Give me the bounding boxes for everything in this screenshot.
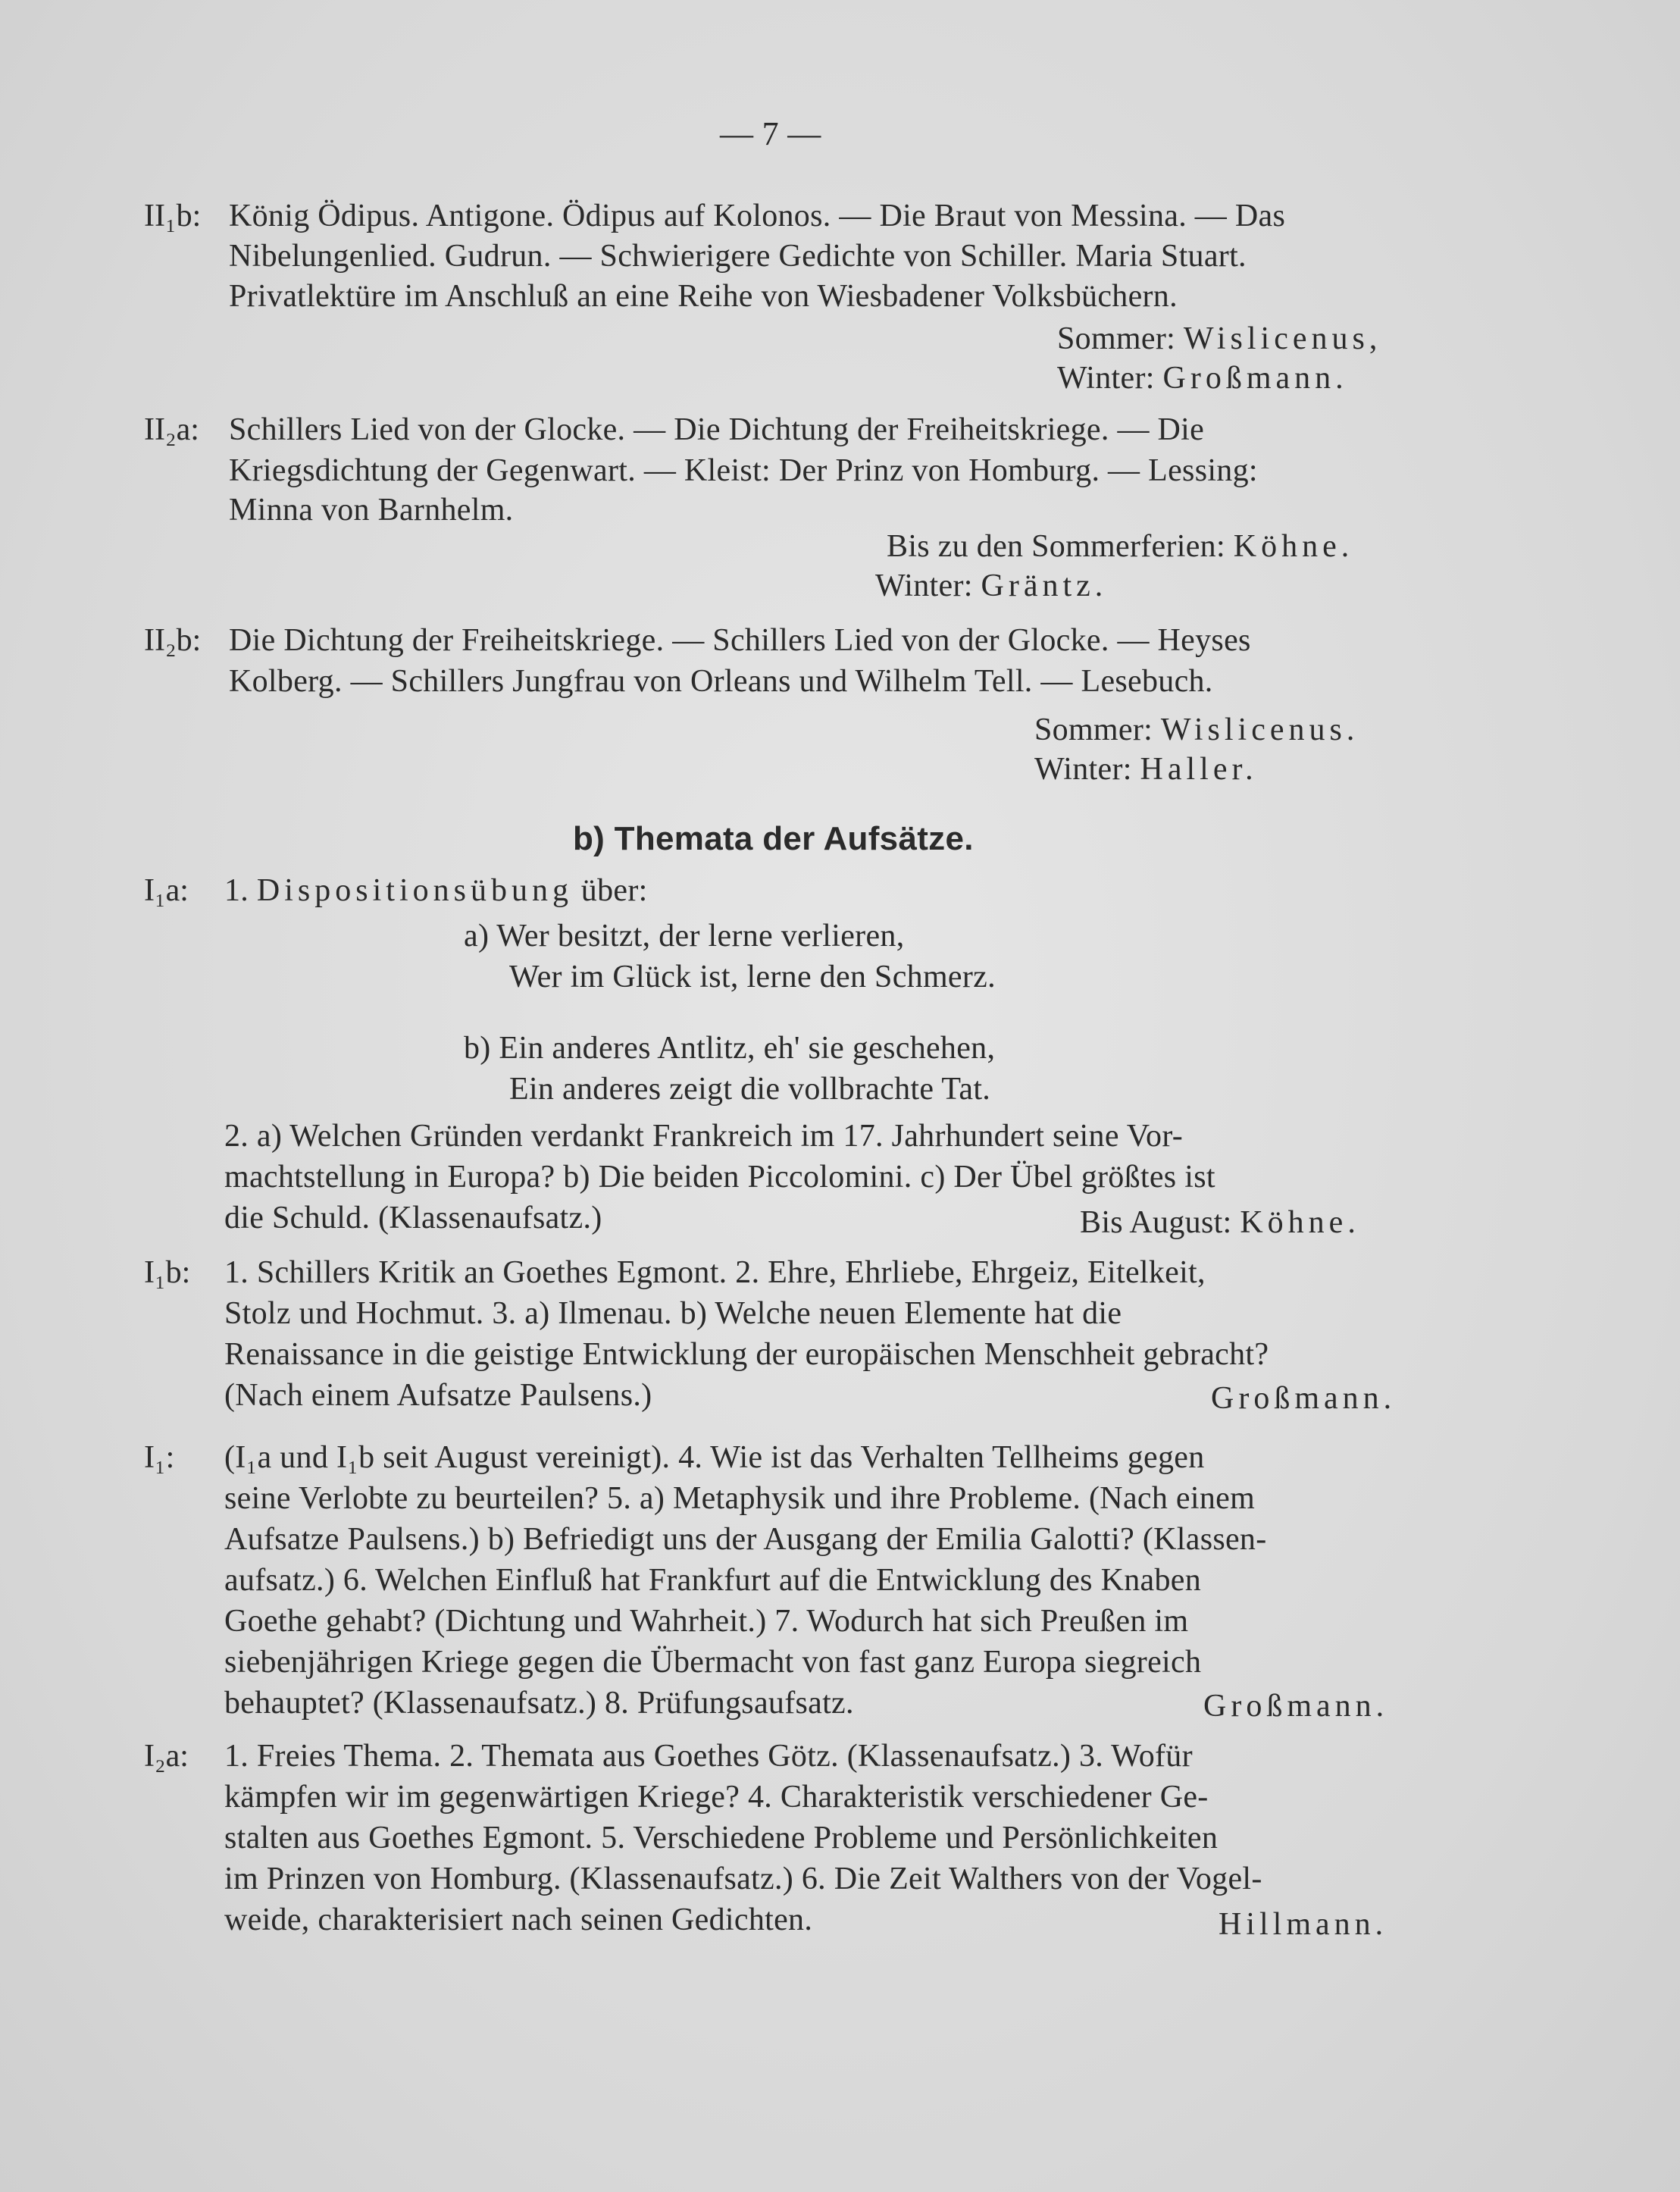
text-line: die Schuld. (Klassenaufsatz.) [224, 1201, 602, 1235]
teacher-name: Wislicenus, [1183, 321, 1382, 356]
line-text: König Ödipus. Antigone. Ödipus auf Kolonos. — Die Braut von Messina. — Das [229, 199, 1286, 233]
teacher-prefix: Sommer: [1034, 712, 1153, 747]
text-line [224, 870, 648, 911]
teacher-line [875, 565, 1107, 606]
teacher-prefix: Winter: [1057, 361, 1155, 396]
teacher-line [1034, 749, 1258, 790]
teacher-prefix: Sommer: [1057, 321, 1176, 356]
quote-line: a) Wer besitzt, der lerne verlieren, [464, 919, 905, 954]
text-line: Die Dichtung der Freiheitskriege. — Schillers Lied von der Glocke. — Heyses [229, 623, 1251, 658]
section-label: I₂a: [144, 1739, 189, 1774]
text-line: 1. Schillers Kritik an Goethes Egmont. 2. Ehre, Ehrliebe, Ehrgeiz, Eitelkeit, [224, 1255, 1206, 1290]
quote-line: b) Ein anderes Antlitz, eh' sie geschehen, [464, 1031, 996, 1066]
section-label: II₁b: [144, 199, 202, 233]
text-line: kämpfen wir im gegenwärtigen Kriege? 4. Charakteristik verschiedener Ge- [224, 1780, 1209, 1815]
teacher-name: Großmann. [1211, 1381, 1397, 1416]
text-line: Kriegsdichtung der Gegenwart. — Kleist: Der Prinz von Homburg. — Lessing: [229, 453, 1258, 488]
item-number: 1. [224, 873, 249, 908]
section-label: I₁a: [144, 873, 189, 908]
text-line: weide, charakterisiert nach seinen Gedichten. [224, 1902, 813, 1937]
section-label: I₁b: [144, 1255, 191, 1290]
section-heading: b) Themata der Aufsätze. [573, 820, 974, 857]
text-line: Renaissance in die geistige Entwicklung der europäischen Menschheit gebracht? [224, 1337, 1269, 1372]
teacher-name: Gräntz. [981, 568, 1108, 603]
text-line: seine Verlobte zu beurteilen? 5. a) Metaphysik und ihre Probleme. (Nach einem [224, 1481, 1256, 1516]
text-line: aufsatz.) 6. Welchen Einfluß hat Frankfurt auf die Entwicklung des Knaben [224, 1563, 1202, 1598]
teacher-prefix: Bis zu den Sommerferien: [887, 529, 1225, 564]
text-line: (I₁a und I₁b seit August vereinigt). 4. Wie ist das Verhalten Tellheims gegen [224, 1440, 1205, 1475]
text-line: Schillers Lied von der Glocke. — Die Dichtung der Freiheitskriege. — Die [229, 412, 1205, 447]
teacher-line [887, 526, 1353, 567]
teacher-name: Hillmann. [1219, 1907, 1388, 1942]
teacher-prefix: Winter: [1034, 752, 1132, 787]
teacher-name: Großmann. [1162, 361, 1348, 396]
text-line: Aufsatze Paulsens.) b) Befriedigt uns der Ausgang der Emilia Galotti? (Klassen- [224, 1522, 1267, 1557]
text-line: Nibelungenlied. Gudrun. — Schwierigere Gedichte von Schiller. Maria Stuart. [229, 239, 1247, 274]
text-line: (Nach einem Aufsatze Paulsens.) [224, 1378, 652, 1413]
intro-rest: über: [580, 873, 648, 908]
teacher-name: Haller. [1140, 752, 1258, 787]
text-line: Privatlektüre im Anschluß an eine Reihe von Wiesbadener Volksbüchern. [229, 279, 1178, 314]
text-line [229, 196, 1441, 236]
spaced-term: Dispositionsübung [256, 873, 573, 908]
teacher-name: Großmann. [1203, 1689, 1389, 1724]
teacher-name: Wislicenus. [1160, 712, 1359, 747]
quote-line: Wer im Glück ist, lerne den Schmerz. [509, 960, 996, 994]
section-label: II₂a: [144, 412, 199, 447]
section-label: I₁: [144, 1440, 175, 1475]
teacher-name: Köhne. [1233, 529, 1354, 564]
teacher-prefix: Bis August: [1080, 1205, 1232, 1240]
text-line: behauptet? (Klassenaufsatz.) 8. Prüfungsaufsatz. [224, 1686, 854, 1721]
text-line: Goethe gehabt? (Dichtung und Wahrheit.) 7. Wodurch hat sich Preußen im [224, 1604, 1189, 1639]
text-line: 2. a) Welchen Gründen verdankt Frankreich im 17. Jahrhundert seine Vor- [224, 1119, 1184, 1154]
page-number: — 7 — [720, 115, 821, 152]
quote-line: Ein anderes zeigt die vollbrachte Tat. [509, 1072, 991, 1107]
teacher-line [1080, 1202, 1360, 1243]
teacher-name: Köhne. [1240, 1205, 1360, 1240]
text-line: stalten aus Goethes Egmont. 5. Verschiedene Probleme und Persönlichkeiten [224, 1821, 1219, 1855]
text-line: 1. Freies Thema. 2. Themata aus Goethes Götz. (Klassenaufsatz.) 3. Wofür [224, 1739, 1193, 1774]
text-line: Stolz und Hochmut. 3. a) Ilmenau. b) Welche neuen Elemente hat die [224, 1296, 1122, 1331]
text-line: im Prinzen von Homburg. (Klassenaufsatz.) 6. Die Zeit Walthers von der Vogel- [224, 1862, 1262, 1896]
teacher-line [1057, 318, 1381, 359]
teacher-line [1057, 358, 1348, 399]
text-line: Kolberg. — Schillers Jungfrau von Orleans und Wilhelm Tell. — Lesebuch. [229, 664, 1213, 699]
teacher-line [1034, 709, 1359, 750]
section-label: II₂b: [144, 623, 202, 658]
text-line: machtstellung in Europa? b) Die beiden Piccolomini. c) Der Übel größtes ist [224, 1160, 1215, 1195]
text-line: Minna von Barnhelm. [229, 493, 514, 528]
text-line: siebenjährigen Kriege gegen die Übermacht von fast ganz Europa siegreich [224, 1645, 1202, 1680]
teacher-prefix: Winter: [875, 568, 973, 603]
